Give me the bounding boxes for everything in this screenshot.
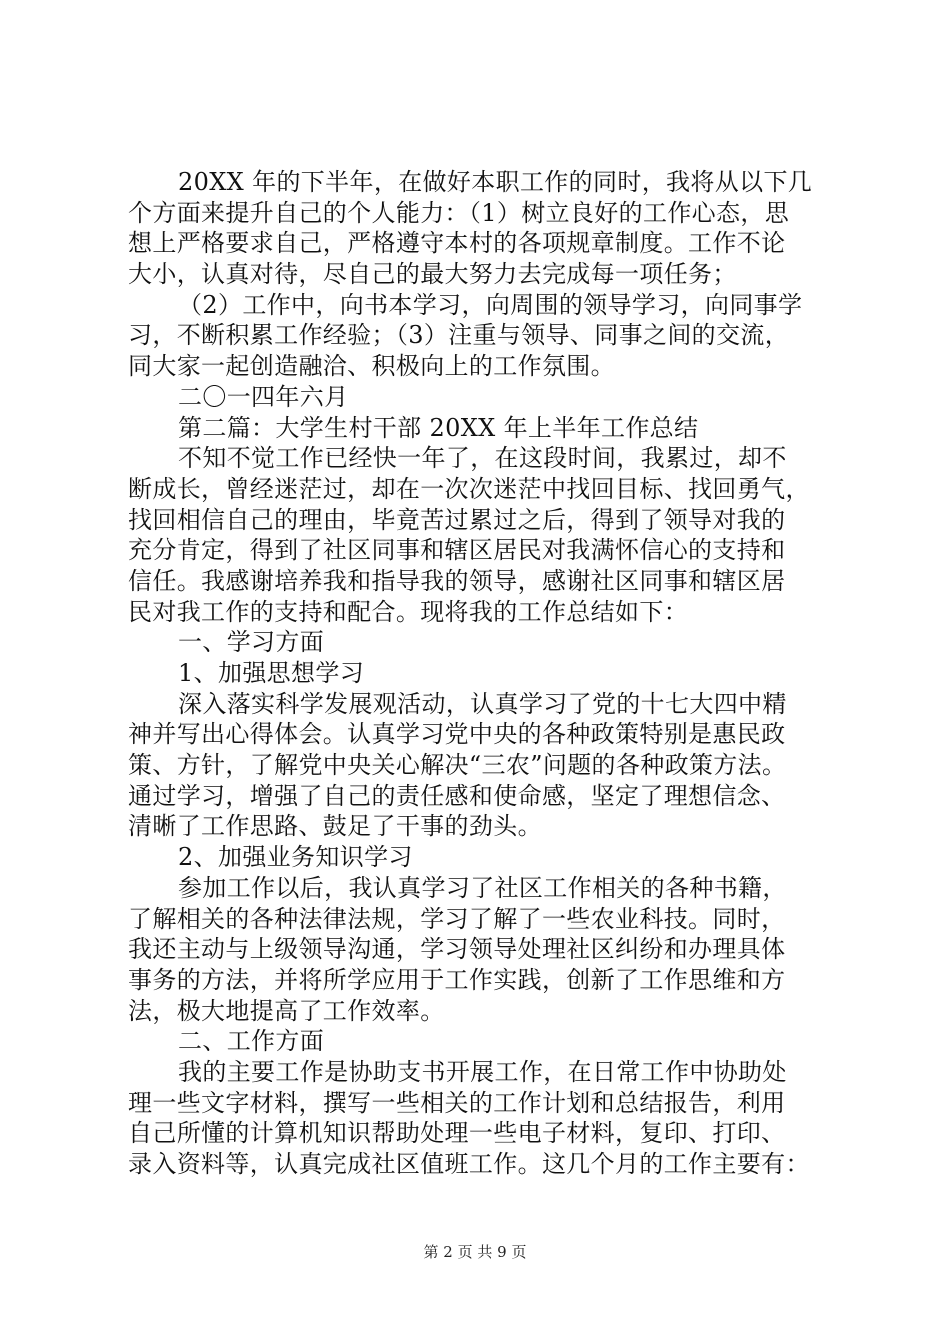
text-line: （2）工作中，向书本学习，向周围的领导学习，向同事学 <box>178 290 803 319</box>
text-line: 参加工作以后，我认真学习了社区工作相关的各种书籍， <box>178 873 787 902</box>
text-line: 我还主动与上级领导沟通，学习领导处理社区纠纷和办理具体 <box>128 935 786 964</box>
text-line: 了解相关的各种法律法规，学习了解了一些农业科技。同时， <box>128 904 786 933</box>
text-line: 不知不觉工作已经快一年了，在这段时间，我累过，却不 <box>178 444 787 473</box>
document-body <box>128 167 828 1180</box>
text-line: 20XX 年的下半年，在做好本职工作的同时，我将从以下几 <box>178 168 813 196</box>
text-line: 信任。我感谢培养我和指导我的领导，感谢社区同事和辖区居 <box>128 566 786 595</box>
text-line: 二〇一四年六月 <box>178 382 349 411</box>
text-line: 通过学习，增强了自己的责任感和使命感，坚定了理想信念、 <box>128 781 786 810</box>
text-line: 想上严格要求自己，严格遵守本村的各项规章制度。工作不论 <box>128 229 786 258</box>
text-line: 2、加强业务知识学习 <box>178 843 413 872</box>
text-line: 清晰了工作思路、鼓足了干事的劲头。 <box>128 812 542 841</box>
text-line: 自己所懂的计算机知识帮助处理一些电子材料，复印、打印、 <box>128 1119 786 1148</box>
text-line: 大小，认真对待，尽自己的最大努力去完成每一项任务； <box>128 260 737 289</box>
text-line: 个方面来提升自己的个人能力：（1）树立良好的工作心态，思 <box>128 198 790 227</box>
text-line: 法，极大地提高了工作效率。 <box>128 996 445 1025</box>
text-line: 习，不断积累工作经验；（3）注重与领导、同事之间的交流， <box>128 321 790 350</box>
text-line: 策、方针，了解党中央关心解决“三农”问题的各种政策方法。 <box>128 751 787 780</box>
text-line: 找回相信自己的理由，毕竟苦过累过之后，得到了领导对我的 <box>128 505 786 534</box>
text-line: 民对我工作的支持和配合。现将我的工作总结如下： <box>128 597 689 626</box>
text-line: 1、加强思想学习 <box>178 659 365 687</box>
text-line: 录入资料等，认真完成社区值班工作。这几个月的工作主要有： <box>128 1150 810 1178</box>
text-line: 同大家一起创造融洽、积极向上的工作氛围。 <box>128 352 615 381</box>
text-line: 第二篇：大学生村干部 20XX 年上半年工作总结 <box>178 413 699 442</box>
text-line: 充分肯定，得到了社区同事和辖区居民对我满怀信心的支持和 <box>128 536 786 565</box>
text-line: 理一些文字材料，撰写一些相关的工作计划和总结报告，利用 <box>128 1088 786 1117</box>
text-line: 一、学习方面 <box>178 628 325 657</box>
text-line: 我的主要工作是协助支书开展工作，在日常工作中协助处 <box>178 1057 787 1086</box>
page-footer: 第 2 页 共 9 页 <box>423 1243 527 1261</box>
text-line: 断成长，曾经迷茫过，却在一次次迷茫中找回目标、找回勇气， <box>128 474 810 503</box>
text-line: 二、工作方面 <box>178 1027 325 1056</box>
text-line: 神并写出心得体会。认真学习党中央的各种政策特别是惠民政 <box>128 720 786 749</box>
text-line: 深入落实科学发展观活动，认真学习了党的十七大四中精 <box>178 689 787 718</box>
text-line: 事务的方法，并将所学应用于工作实践，创新了工作思维和方 <box>128 965 786 994</box>
